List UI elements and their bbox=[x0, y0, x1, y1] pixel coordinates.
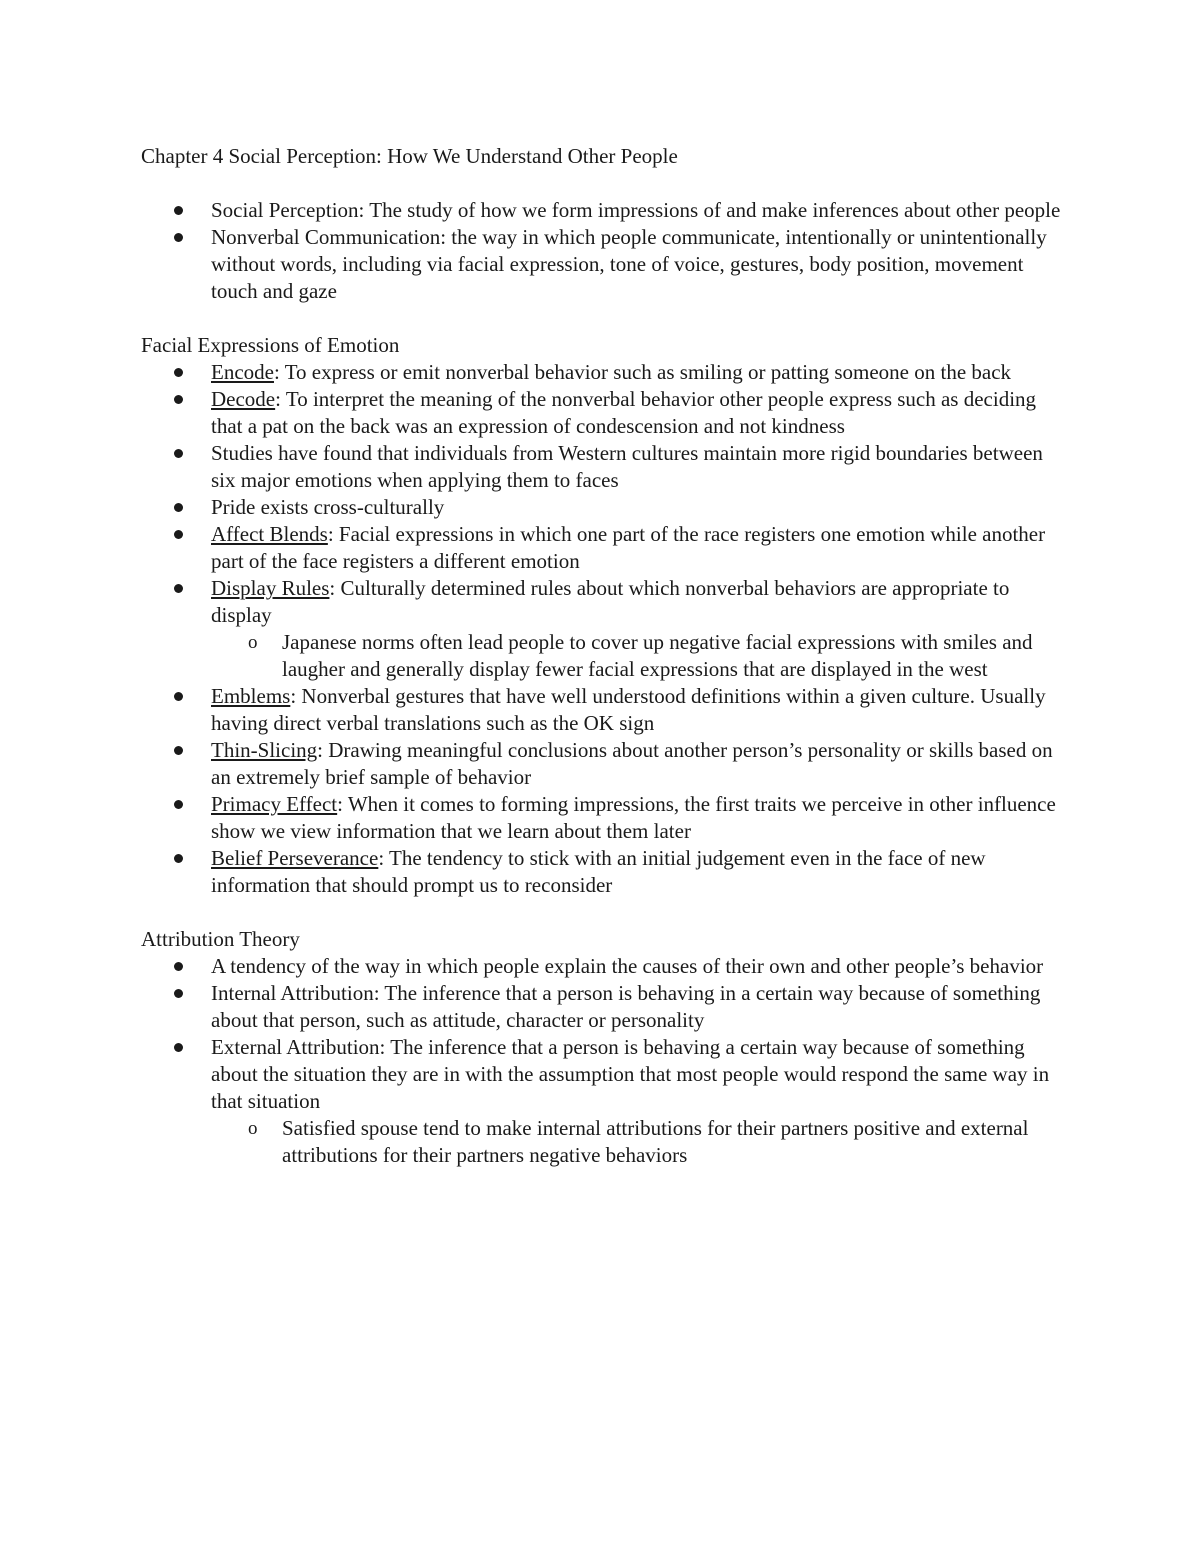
term: Encode bbox=[211, 360, 274, 384]
sub-list bbox=[211, 629, 1071, 683]
list-item: Encode: To express or emit nonverbal behavior such as smiling or patting someone on the back bbox=[141, 359, 1071, 386]
bullet-icon bbox=[174, 584, 183, 593]
document-page bbox=[141, 143, 1071, 1196]
sub-list bbox=[211, 1115, 1071, 1169]
bullet-icon bbox=[174, 1043, 183, 1052]
term: Decode bbox=[211, 387, 276, 411]
list-item: Belief Perseverance: The tendency to stick with an initial judgement even in the face of new information that should prompt us to reconsider bbox=[141, 845, 1071, 899]
term: Thin-Slicing bbox=[211, 738, 318, 762]
bullet-icon bbox=[174, 692, 183, 701]
term: Primacy Effect bbox=[211, 792, 338, 816]
hollow-bullet-icon: o bbox=[248, 1118, 258, 1139]
list-item: Decode: To interpret the meaning of the nonverbal behavior other people express such as deciding that a pat on the back was an expression of condescension and not kindness bbox=[141, 386, 1071, 440]
intro-list bbox=[141, 197, 1071, 305]
bullet-icon bbox=[174, 800, 183, 809]
bullet-icon bbox=[174, 449, 183, 458]
list-item: Nonverbal Communication: the way in which people communicate, intentionally or unintentionally without words, including via facial expression, tone of voice, gestures, body position, movement touch and gaze bbox=[141, 224, 1071, 305]
list-item: Thin-Slicing: Drawing meaningful conclusions about another person’s personality or skills based on an extremely brief sample of behavior bbox=[141, 737, 1071, 791]
bullet-icon bbox=[174, 395, 183, 404]
list-item: Internal Attribution: The inference that a person is behaving in a certain way because of something about that person, such as attitude, character or personality bbox=[141, 980, 1071, 1034]
list-item: Affect Blends: Facial expressions in which one part of the race registers one emotion while another part of the face registers a different emotion bbox=[141, 521, 1071, 575]
term: Belief Perseverance bbox=[211, 846, 379, 870]
list-item: Pride exists cross-culturally bbox=[141, 494, 1071, 521]
bullet-icon bbox=[174, 854, 183, 863]
section-heading-attribution: Attribution Theory bbox=[141, 927, 300, 951]
attribution-list bbox=[141, 953, 1071, 1169]
bullet-icon bbox=[174, 233, 183, 242]
bullet-icon bbox=[174, 989, 183, 998]
hollow-bullet-icon: o bbox=[248, 632, 258, 653]
list-item: Social Perception: The study of how we form impressions of and make inferences about other people bbox=[141, 197, 1071, 224]
list-item: Primacy Effect: When it comes to forming impressions, the first traits we perceive in other influence show we view information that we learn about them later bbox=[141, 791, 1071, 845]
list-item: Display Rules: Culturally determined rules about which nonverbal behaviors are appropriate to display o Japanese norms often lead people to cover up negative facial expressions with smiles and laugher and generally display fewer facial expressions that are displayed in the west bbox=[141, 575, 1071, 683]
term: Affect Blends bbox=[211, 522, 328, 546]
list-item: A tendency of the way in which people explain the causes of their own and other people’s behavior bbox=[141, 953, 1071, 980]
bullet-icon bbox=[174, 503, 183, 512]
list-item: External Attribution: The inference that a person is behaving a certain way because of something about the situation they are in with the assumption that most people would respond the same way in that situation o Satisfied spouse tend to make internal attributions for their partners positive and external attributions for their partners negative behaviors bbox=[141, 1034, 1071, 1169]
bullet-icon bbox=[174, 206, 183, 215]
term: Display Rules bbox=[211, 576, 330, 600]
term: Emblems bbox=[211, 684, 291, 708]
list-item: Emblems: Nonverbal gestures that have well understood definitions within a given culture. Usually having direct verbal translations such as the OK sign bbox=[141, 683, 1071, 737]
bullet-icon bbox=[174, 962, 183, 971]
bullet-icon bbox=[174, 368, 183, 377]
list-item: Studies have found that individuals from Western cultures maintain more rigid boundaries between six major emotions when applying them to faces bbox=[141, 440, 1071, 494]
section-heading-facial: Facial Expressions of Emotion bbox=[141, 333, 400, 357]
bullet-icon bbox=[174, 530, 183, 539]
facial-list bbox=[141, 359, 1071, 899]
sub-list-item: o Japanese norms often lead people to cover up negative facial expressions with smiles and laugher and generally display fewer facial expressions that are displayed in the west bbox=[248, 630, 1033, 681]
sub-list-item: o Satisfied spouse tend to make internal attributions for their partners positive and external attributions for their partners negative behaviors bbox=[248, 1116, 1029, 1167]
document-title: Chapter 4 Social Perception: How We Understand Other People bbox=[141, 144, 678, 168]
bullet-icon bbox=[174, 746, 183, 755]
